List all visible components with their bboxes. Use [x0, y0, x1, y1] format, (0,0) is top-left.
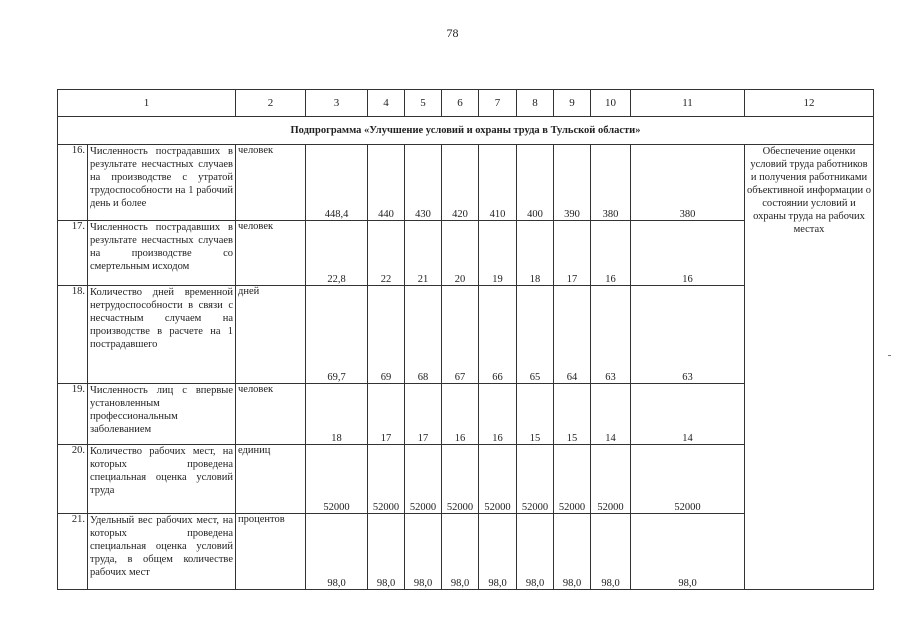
value-cell: 98,0 — [631, 514, 745, 590]
value-cell: 410 — [479, 145, 517, 221]
column-header: 2 — [236, 90, 306, 117]
unit-of-measure: процентов — [236, 514, 306, 590]
row-number: 19. — [58, 384, 88, 445]
unit-of-measure: дней — [236, 286, 306, 384]
value-cell: 63 — [631, 286, 745, 384]
value-cell: 52000 — [405, 445, 442, 514]
value-cell: 22 — [368, 221, 405, 286]
value-cell: 19 — [479, 221, 517, 286]
value-cell: 98,0 — [479, 514, 517, 590]
value-cell: 52000 — [591, 445, 631, 514]
value-cell: 65 — [517, 286, 554, 384]
value-cell: 380 — [631, 145, 745, 221]
row-number: 16. — [58, 145, 88, 221]
value-cell: 15 — [517, 384, 554, 445]
value-cell: 98,0 — [517, 514, 554, 590]
unit-of-measure: человек — [236, 221, 306, 286]
column-header: 6 — [442, 90, 479, 117]
subprogram-title: Подпрограмма «Улучшение условий и охраны труда в Тульской области» — [58, 117, 874, 145]
value-cell: 52000 — [479, 445, 517, 514]
expected-result-note: Обеспечение оценки условий труда работников и получения работниками объективной информации о состоянии условий и охраны труда на рабочих местах — [745, 145, 874, 590]
indicator-name: Численность пострадавших в результате несчастных случаев на производстве с утратой трудоспособности на 1 рабочий день и более — [88, 145, 236, 221]
row-number: 18. — [58, 286, 88, 384]
column-header: 9 — [554, 90, 591, 117]
column-header: 10 — [591, 90, 631, 117]
value-cell: 440 — [368, 145, 405, 221]
value-cell: 98,0 — [306, 514, 368, 590]
column-header: 5 — [405, 90, 442, 117]
value-cell: 52000 — [631, 445, 745, 514]
scan-mark — [888, 355, 891, 356]
value-cell: 66 — [479, 286, 517, 384]
value-cell: 18 — [306, 384, 368, 445]
value-cell: 69,7 — [306, 286, 368, 384]
subprogram-row — [58, 117, 874, 145]
value-cell: 22,8 — [306, 221, 368, 286]
value-cell: 448,4 — [306, 145, 368, 221]
value-cell: 98,0 — [591, 514, 631, 590]
value-cell: 17 — [554, 221, 591, 286]
value-cell: 98,0 — [368, 514, 405, 590]
value-cell: 15 — [554, 384, 591, 445]
value-cell: 14 — [591, 384, 631, 445]
column-header: 8 — [517, 90, 554, 117]
row-number: 17. — [58, 221, 88, 286]
row-number: 21. — [58, 514, 88, 590]
column-header: 11 — [631, 90, 745, 117]
value-cell: 18 — [517, 221, 554, 286]
value-cell: 98,0 — [554, 514, 591, 590]
value-cell: 64 — [554, 286, 591, 384]
indicator-name: Количество рабочих мест, на которых проведена специальная оценка условий труда — [88, 445, 236, 514]
unit-of-measure: человек — [236, 145, 306, 221]
column-header: 4 — [368, 90, 405, 117]
indicator-name: Удельный вес рабочих мест, на которых проведена специальная оценка условий труда, в общем количестве рабочих мест — [88, 514, 236, 590]
column-header: 12 — [745, 90, 874, 117]
value-cell: 390 — [554, 145, 591, 221]
value-cell: 52000 — [554, 445, 591, 514]
table-row — [58, 145, 874, 221]
value-cell: 68 — [405, 286, 442, 384]
value-cell: 14 — [631, 384, 745, 445]
value-cell: 430 — [405, 145, 442, 221]
row-number: 20. — [58, 445, 88, 514]
indicators-table — [57, 89, 874, 590]
unit-of-measure: единиц — [236, 445, 306, 514]
value-cell: 98,0 — [405, 514, 442, 590]
value-cell: 67 — [442, 286, 479, 384]
column-header: 3 — [306, 90, 368, 117]
column-header: 1 — [58, 90, 236, 117]
column-header: 7 — [479, 90, 517, 117]
value-cell: 52000 — [517, 445, 554, 514]
column-header-row — [58, 90, 874, 117]
indicator-name: Количество дней временной нетрудоспособности в связи с несчастным случаем на производстве в расчете на 1 пострадавшего — [88, 286, 236, 384]
page-number: 78 — [446, 26, 459, 40]
value-cell: 380 — [591, 145, 631, 221]
value-cell: 21 — [405, 221, 442, 286]
value-cell: 69 — [368, 286, 405, 384]
value-cell: 98,0 — [442, 514, 479, 590]
value-cell: 16 — [591, 221, 631, 286]
value-cell: 16 — [442, 384, 479, 445]
indicator-name: Численность лиц с впервые установленным профессиональным заболеванием — [88, 384, 236, 445]
value-cell: 17 — [368, 384, 405, 445]
indicator-name: Численность пострадавших в результате несчастных случаев на производстве со смертельным исходом — [88, 221, 236, 286]
unit-of-measure: человек — [236, 384, 306, 445]
value-cell: 52000 — [306, 445, 368, 514]
value-cell: 52000 — [442, 445, 479, 514]
value-cell: 400 — [517, 145, 554, 221]
value-cell: 20 — [442, 221, 479, 286]
value-cell: 16 — [479, 384, 517, 445]
value-cell: 52000 — [368, 445, 405, 514]
value-cell: 420 — [442, 145, 479, 221]
value-cell: 63 — [591, 286, 631, 384]
value-cell: 17 — [405, 384, 442, 445]
value-cell: 16 — [631, 221, 745, 286]
